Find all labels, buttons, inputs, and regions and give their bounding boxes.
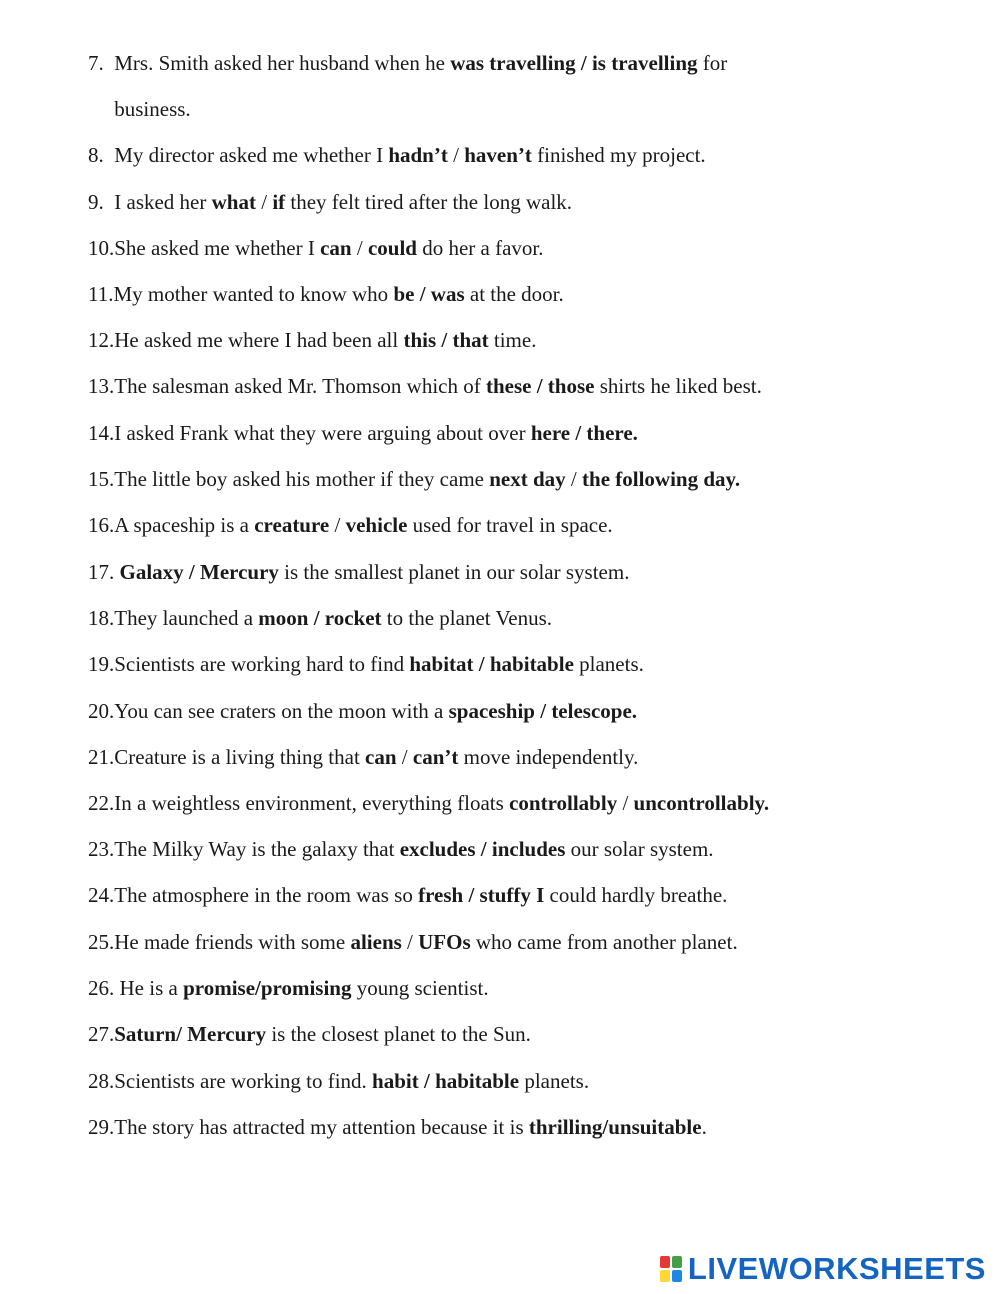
answer-choice[interactable]: uncontrollably. — [633, 791, 770, 815]
item-text: 27. — [88, 1022, 115, 1046]
answer-choice[interactable]: was travelling / is travelling — [450, 51, 698, 75]
exercise-item — [88, 696, 637, 726]
item-text: 7. Mrs. Smith asked her husband when he — [88, 51, 451, 75]
item-text: planets. — [573, 652, 644, 676]
logo-tile — [672, 1270, 682, 1282]
exercise-item — [88, 510, 613, 540]
item-text: . — [701, 1115, 707, 1139]
answer-choice[interactable]: can — [365, 745, 397, 769]
exercise-item — [88, 233, 544, 263]
item-text: / — [351, 236, 368, 260]
answer-choice[interactable]: haven’t — [464, 143, 532, 167]
item-text: 8. My director asked me whether I — [88, 143, 389, 167]
answer-choice[interactable]: vehicle — [345, 513, 408, 537]
exercise-item — [88, 1066, 589, 1096]
answer-choice[interactable]: here / there. — [530, 421, 638, 445]
exercise-item — [88, 1019, 531, 1049]
item-text: do her a favor. — [416, 236, 544, 260]
exercise-item — [88, 94, 191, 124]
item-text: is the closest planet to the Sun. — [266, 1022, 531, 1046]
answer-choice[interactable]: fresh / stuffy I — [418, 883, 545, 907]
answer-choice[interactable]: promise/promising — [183, 976, 352, 1000]
exercise-item — [88, 140, 706, 170]
exercise-item — [88, 927, 738, 957]
answer-choice[interactable]: could — [367, 236, 417, 260]
item-text: move independently. — [458, 745, 639, 769]
item-text: 10.She asked me whether I — [88, 236, 321, 260]
item-text: 24.The atmosphere in the room was so — [88, 883, 419, 907]
answer-choice[interactable]: UFOs — [418, 930, 471, 954]
answer-choice[interactable]: hadn’t — [388, 143, 448, 167]
exercise-item — [88, 742, 638, 772]
item-text: 12.He asked me where I had been all — [88, 328, 404, 352]
exercise-item — [88, 48, 727, 78]
logo-tile — [660, 1270, 670, 1282]
answer-choice[interactable]: what — [211, 190, 256, 214]
exercise-item — [88, 880, 727, 910]
item-text: 29.The story has attracted my attention because it is — [88, 1115, 529, 1139]
answer-choice[interactable]: thrilling/unsuitable — [528, 1115, 702, 1139]
item-text: 19.Scientists are working hard to find — [88, 652, 410, 676]
answer-choice[interactable]: be / was — [393, 282, 465, 306]
item-text: to the planet Venus. — [381, 606, 553, 630]
answer-choice[interactable]: the following day. — [582, 467, 741, 491]
answer-choice[interactable]: habitat / habitable — [409, 652, 574, 676]
item-text: finished my project. — [531, 143, 706, 167]
item-text: shirts he liked best. — [594, 374, 762, 398]
item-text: / — [447, 143, 465, 167]
answer-choice[interactable]: aliens — [350, 930, 402, 954]
liveworksheets-logo[interactable] — [660, 1252, 986, 1286]
exercise-item — [88, 187, 572, 217]
item-text: 20.You can see craters on the moon with a — [88, 699, 449, 723]
exercise-item — [88, 371, 762, 401]
item-text: 22.In a weightless environment, everything floats — [88, 791, 510, 815]
item-text: / — [565, 467, 583, 491]
item-text: / — [329, 513, 346, 537]
item-text: 16.A spaceship is a — [88, 513, 255, 537]
item-text: used for travel in space. — [407, 513, 613, 537]
answer-choice[interactable]: creature — [254, 513, 330, 537]
item-text: at the door. — [464, 282, 564, 306]
exercise-item — [88, 418, 638, 448]
item-text: 28.Scientists are working to find. — [88, 1069, 373, 1093]
logo-tiles-icon — [660, 1256, 684, 1282]
exercise-item — [88, 1112, 707, 1142]
answer-choice[interactable]: next day — [489, 467, 566, 491]
item-text: 26. He is a — [88, 976, 184, 1000]
item-text: / — [396, 745, 413, 769]
item-text: planets. — [519, 1069, 590, 1093]
item-text: 11.My mother wanted to know who — [88, 282, 394, 306]
logo-text: LIVEWORKSHEETS — [687, 1251, 986, 1286]
item-text: for — [697, 51, 728, 75]
answer-choice[interactable]: these / those — [485, 374, 595, 398]
answer-choice[interactable]: spaceship / telescope. — [448, 699, 638, 723]
item-text: / — [617, 791, 634, 815]
exercise-item — [88, 464, 740, 494]
item-text: is the smallest planet in our solar system. — [278, 560, 630, 584]
item-text: 14.I asked Frank what they were arguing about over — [88, 421, 531, 445]
logo-tile — [672, 1256, 682, 1268]
item-text: 18.They launched a — [88, 606, 259, 630]
exercise-item — [88, 603, 552, 633]
item-text: 25.He made friends with some — [88, 930, 351, 954]
logo-tile — [660, 1256, 670, 1268]
answer-choice[interactable]: moon / rocket — [258, 606, 382, 630]
answer-choice[interactable]: habit / habitable — [372, 1069, 520, 1093]
answer-choice[interactable]: can’t — [412, 745, 459, 769]
answer-choice[interactable]: can — [320, 236, 352, 260]
item-text: 21.Creature is a living thing that — [88, 745, 366, 769]
item-text: 23.The Milky Way is the galaxy that — [88, 837, 400, 861]
exercise-item — [88, 788, 769, 818]
item-text: time. — [488, 328, 537, 352]
item-text: 15.The little boy asked his mother if they came — [88, 467, 490, 491]
exercise-item — [88, 834, 714, 864]
item-text: / — [255, 190, 273, 214]
item-text: who came from another planet. — [470, 930, 738, 954]
item-text: they felt tired after the long walk. — [285, 190, 573, 214]
item-text: business. — [88, 97, 191, 121]
item-text: young scientist. — [351, 976, 489, 1000]
answer-choice[interactable]: Galaxy / Mercury — [119, 560, 279, 584]
item-text: / — [401, 930, 419, 954]
exercise-item — [88, 279, 564, 309]
item-text: 17. — [88, 560, 120, 584]
exercise-item — [88, 649, 644, 679]
answer-choice[interactable]: this / that — [403, 328, 489, 352]
answer-choice[interactable]: if — [272, 190, 286, 214]
exercise-item — [88, 973, 489, 1003]
exercise-item — [88, 325, 536, 355]
item-text: our solar system. — [565, 837, 714, 861]
item-text: could hardly breathe. — [544, 883, 728, 907]
answer-choice[interactable]: excludes / includes — [399, 837, 566, 861]
answer-choice[interactable]: controllably — [509, 791, 618, 815]
item-text: 13.The salesman asked Mr. Thomson which of — [88, 374, 486, 398]
answer-choice[interactable]: Saturn/ Mercury — [114, 1022, 267, 1046]
exercise-item — [88, 557, 629, 587]
item-text: 9. I asked her — [88, 190, 212, 214]
